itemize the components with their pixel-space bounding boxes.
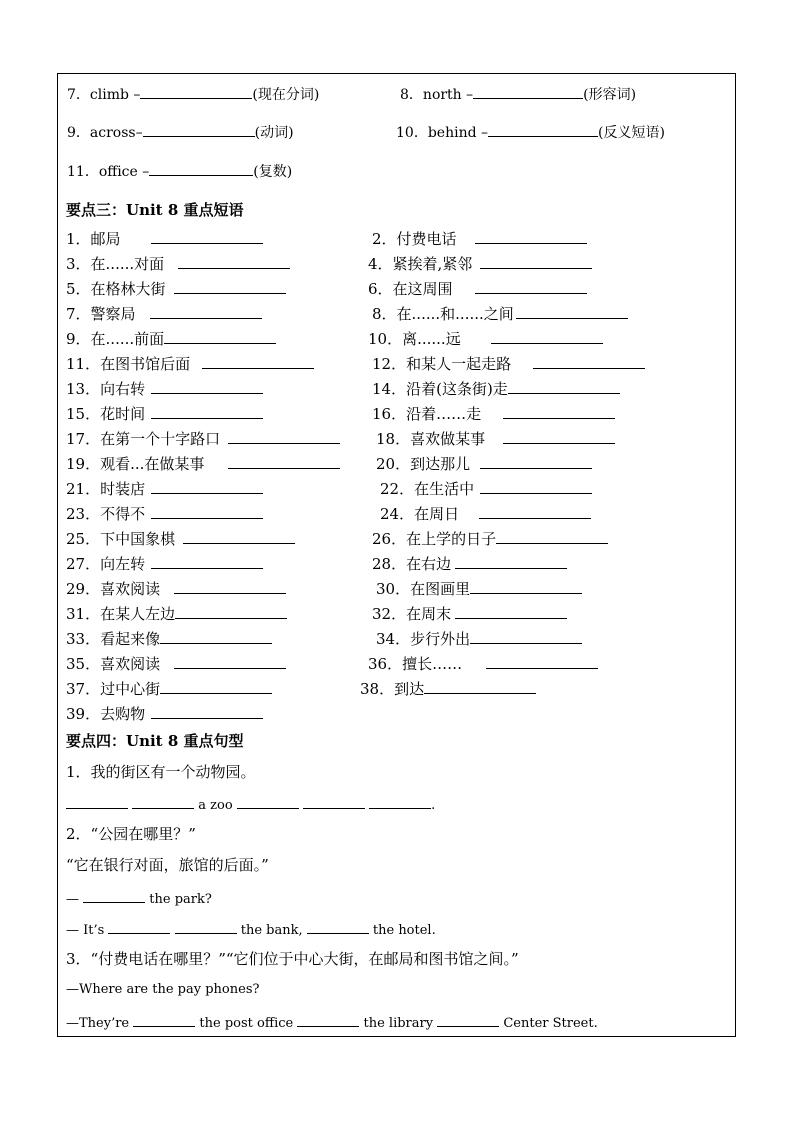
phrase-item: 21．时装店 xyxy=(66,478,263,499)
answer-blank[interactable] xyxy=(174,653,286,669)
answer-blank[interactable] xyxy=(496,528,608,544)
answer-blank[interactable] xyxy=(297,1011,359,1027)
answer-blank[interactable] xyxy=(83,887,145,903)
vocab-item: 9．across– (动词) xyxy=(67,121,294,143)
answer-blank[interactable] xyxy=(237,793,299,809)
answer-blank[interactable] xyxy=(455,603,567,619)
phrase-item: 24．在周日 xyxy=(380,503,591,524)
sentence-prompt: 3．“付费电话在哪里？”“它们位于中心大街，在邮局和图书馆之间。” xyxy=(66,950,519,968)
phrase-item: 29．喜欢阅读 xyxy=(66,578,286,599)
answer-blank[interactable] xyxy=(503,403,615,419)
phrase-item: 25．下中国象棋 xyxy=(66,528,295,549)
answer-blank[interactable] xyxy=(160,678,272,694)
answer-blank[interactable] xyxy=(303,793,365,809)
sentence-prompt: “它在银行对面，旅馆的后面。” xyxy=(66,856,269,874)
answer-blank[interactable] xyxy=(486,653,598,669)
answer-blank[interactable] xyxy=(228,428,340,444)
phrase-item: 32．在周末 xyxy=(372,603,567,624)
answer-blank[interactable] xyxy=(533,353,645,369)
answer-blank[interactable] xyxy=(151,553,263,569)
answer-blank[interactable] xyxy=(480,453,592,469)
sentence-answer-line: a zoo . xyxy=(66,793,435,816)
vocab-item: 10．behind – (反义短语) xyxy=(396,121,665,143)
answer-blank[interactable] xyxy=(132,793,194,809)
answer-blank[interactable] xyxy=(178,253,290,269)
phrase-item: 3．在......对面 xyxy=(66,253,290,274)
vocab-item: 8．north – (形容词) xyxy=(400,83,636,105)
answer-blank[interactable] xyxy=(491,328,603,344)
vocab-item: 11．office – (复数) xyxy=(67,160,292,182)
section-heading: 要点四：Unit 8 重点句型 xyxy=(66,732,244,750)
answer-blank[interactable] xyxy=(516,303,628,319)
phrase-item: 34．步行外出 xyxy=(376,628,582,649)
phrase-item: 9．在......前面 xyxy=(66,328,276,349)
answer-blank[interactable] xyxy=(202,353,314,369)
phrase-item: 22．在生活中 xyxy=(380,478,592,499)
phrase-item: 39．去购物 xyxy=(66,703,263,724)
answer-blank[interactable] xyxy=(164,328,276,344)
phrase-item: 20．到达那儿 xyxy=(376,453,592,474)
answer-blank[interactable] xyxy=(175,918,237,934)
phrase-item: 30．在图画里 xyxy=(376,578,582,599)
answer-blank[interactable] xyxy=(66,793,128,809)
answer-blank[interactable] xyxy=(475,228,587,244)
phrase-item: 38．到达 xyxy=(360,678,536,699)
answer-blank[interactable] xyxy=(160,628,272,644)
answer-blank[interactable] xyxy=(508,378,620,394)
phrase-item: 28．在右边 xyxy=(372,553,567,574)
answer-blank[interactable] xyxy=(369,793,431,809)
sentence-answer-line: —They’re the post office the library Center Street. xyxy=(66,1011,598,1034)
answer-blank[interactable] xyxy=(479,503,591,519)
phrase-item: 17．在第一个十字路口 xyxy=(66,428,340,449)
answer-blank[interactable] xyxy=(424,678,536,694)
phrase-item: 12．和某人一起走路 xyxy=(372,353,645,374)
phrase-item: 16．沿着……走 xyxy=(372,403,615,424)
phrase-item: 11．在图书馆后面 xyxy=(66,353,314,374)
answer-blank[interactable] xyxy=(437,1011,499,1027)
answer-blank[interactable] xyxy=(151,378,263,394)
phrase-item: 10．离......远 xyxy=(368,328,603,349)
answer-blank[interactable] xyxy=(151,703,263,719)
phrase-item: 2．付费电话 xyxy=(372,228,587,249)
sentence-question: —Where are the pay phones? xyxy=(66,982,260,997)
answer-blank[interactable] xyxy=(151,503,263,519)
answer-blank[interactable] xyxy=(480,478,592,494)
phrase-item: 15．花时间 xyxy=(66,403,263,424)
phrase-item: 6．在这周围 xyxy=(368,278,587,299)
vocab-item: 7．climb – (现在分词) xyxy=(67,83,319,105)
answer-blank[interactable] xyxy=(475,278,587,294)
answer-blank[interactable] xyxy=(108,918,170,934)
phrase-item: 8．在......和......之间 xyxy=(372,303,628,324)
answer-blank[interactable] xyxy=(488,121,598,137)
phrase-item: 23．不得不 xyxy=(66,503,263,524)
answer-blank[interactable] xyxy=(228,453,340,469)
sentence-prompt: 1．我的街区有一个动物园。 xyxy=(66,763,256,781)
phrase-item: 35．喜欢阅读 xyxy=(66,653,286,674)
answer-blank[interactable] xyxy=(470,578,582,594)
answer-blank[interactable] xyxy=(151,403,263,419)
phrase-item: 18．喜欢做某事 xyxy=(376,428,615,449)
phrase-item: 14．沿着(这条街)走 xyxy=(372,378,620,399)
section-heading: 要点三：Unit 8 重点短语 xyxy=(66,201,244,219)
phrase-item: 36．擅长…… xyxy=(368,653,598,674)
answer-blank[interactable] xyxy=(174,578,286,594)
answer-blank[interactable] xyxy=(151,478,263,494)
phrase-item: 26．在上学的日子 xyxy=(372,528,608,549)
answer-blank[interactable] xyxy=(133,1011,195,1027)
sentence-prompt: 2．“公园在哪里？” xyxy=(66,825,196,843)
sentence-answer-line: — It’s the bank, the hotel. xyxy=(66,918,436,941)
answer-blank[interactable] xyxy=(473,83,583,99)
phrase-item: 27．向左转 xyxy=(66,553,263,574)
answer-blank[interactable] xyxy=(503,428,615,444)
phrase-item: 1．邮局 xyxy=(66,228,263,249)
answer-blank[interactable] xyxy=(174,278,286,294)
answer-blank[interactable] xyxy=(150,303,262,319)
phrase-item: 33．看起来像 xyxy=(66,628,272,649)
phrase-item: 37．过中心街 xyxy=(66,678,272,699)
phrase-item: 19．观看...在做某事 xyxy=(66,453,340,474)
sentence-answer-line: — the park? xyxy=(66,887,212,910)
answer-blank[interactable] xyxy=(143,121,255,137)
phrase-item: 13．向右转 xyxy=(66,378,263,399)
phrase-item: 31．在某人左边 xyxy=(66,603,287,624)
phrase-item: 5．在格林大街 xyxy=(66,278,286,299)
answer-blank[interactable] xyxy=(480,253,592,269)
answer-blank[interactable] xyxy=(175,603,287,619)
answer-blank[interactable] xyxy=(455,553,567,569)
phrase-item: 7．警察局 xyxy=(66,303,262,324)
answer-blank[interactable] xyxy=(307,918,369,934)
answer-blank[interactable] xyxy=(470,628,582,644)
answer-blank[interactable] xyxy=(149,160,253,176)
answer-blank[interactable] xyxy=(183,528,295,544)
phrase-item: 4．紧挨着,紧邻 xyxy=(368,253,592,274)
answer-blank[interactable] xyxy=(140,83,252,99)
answer-blank[interactable] xyxy=(151,228,263,244)
